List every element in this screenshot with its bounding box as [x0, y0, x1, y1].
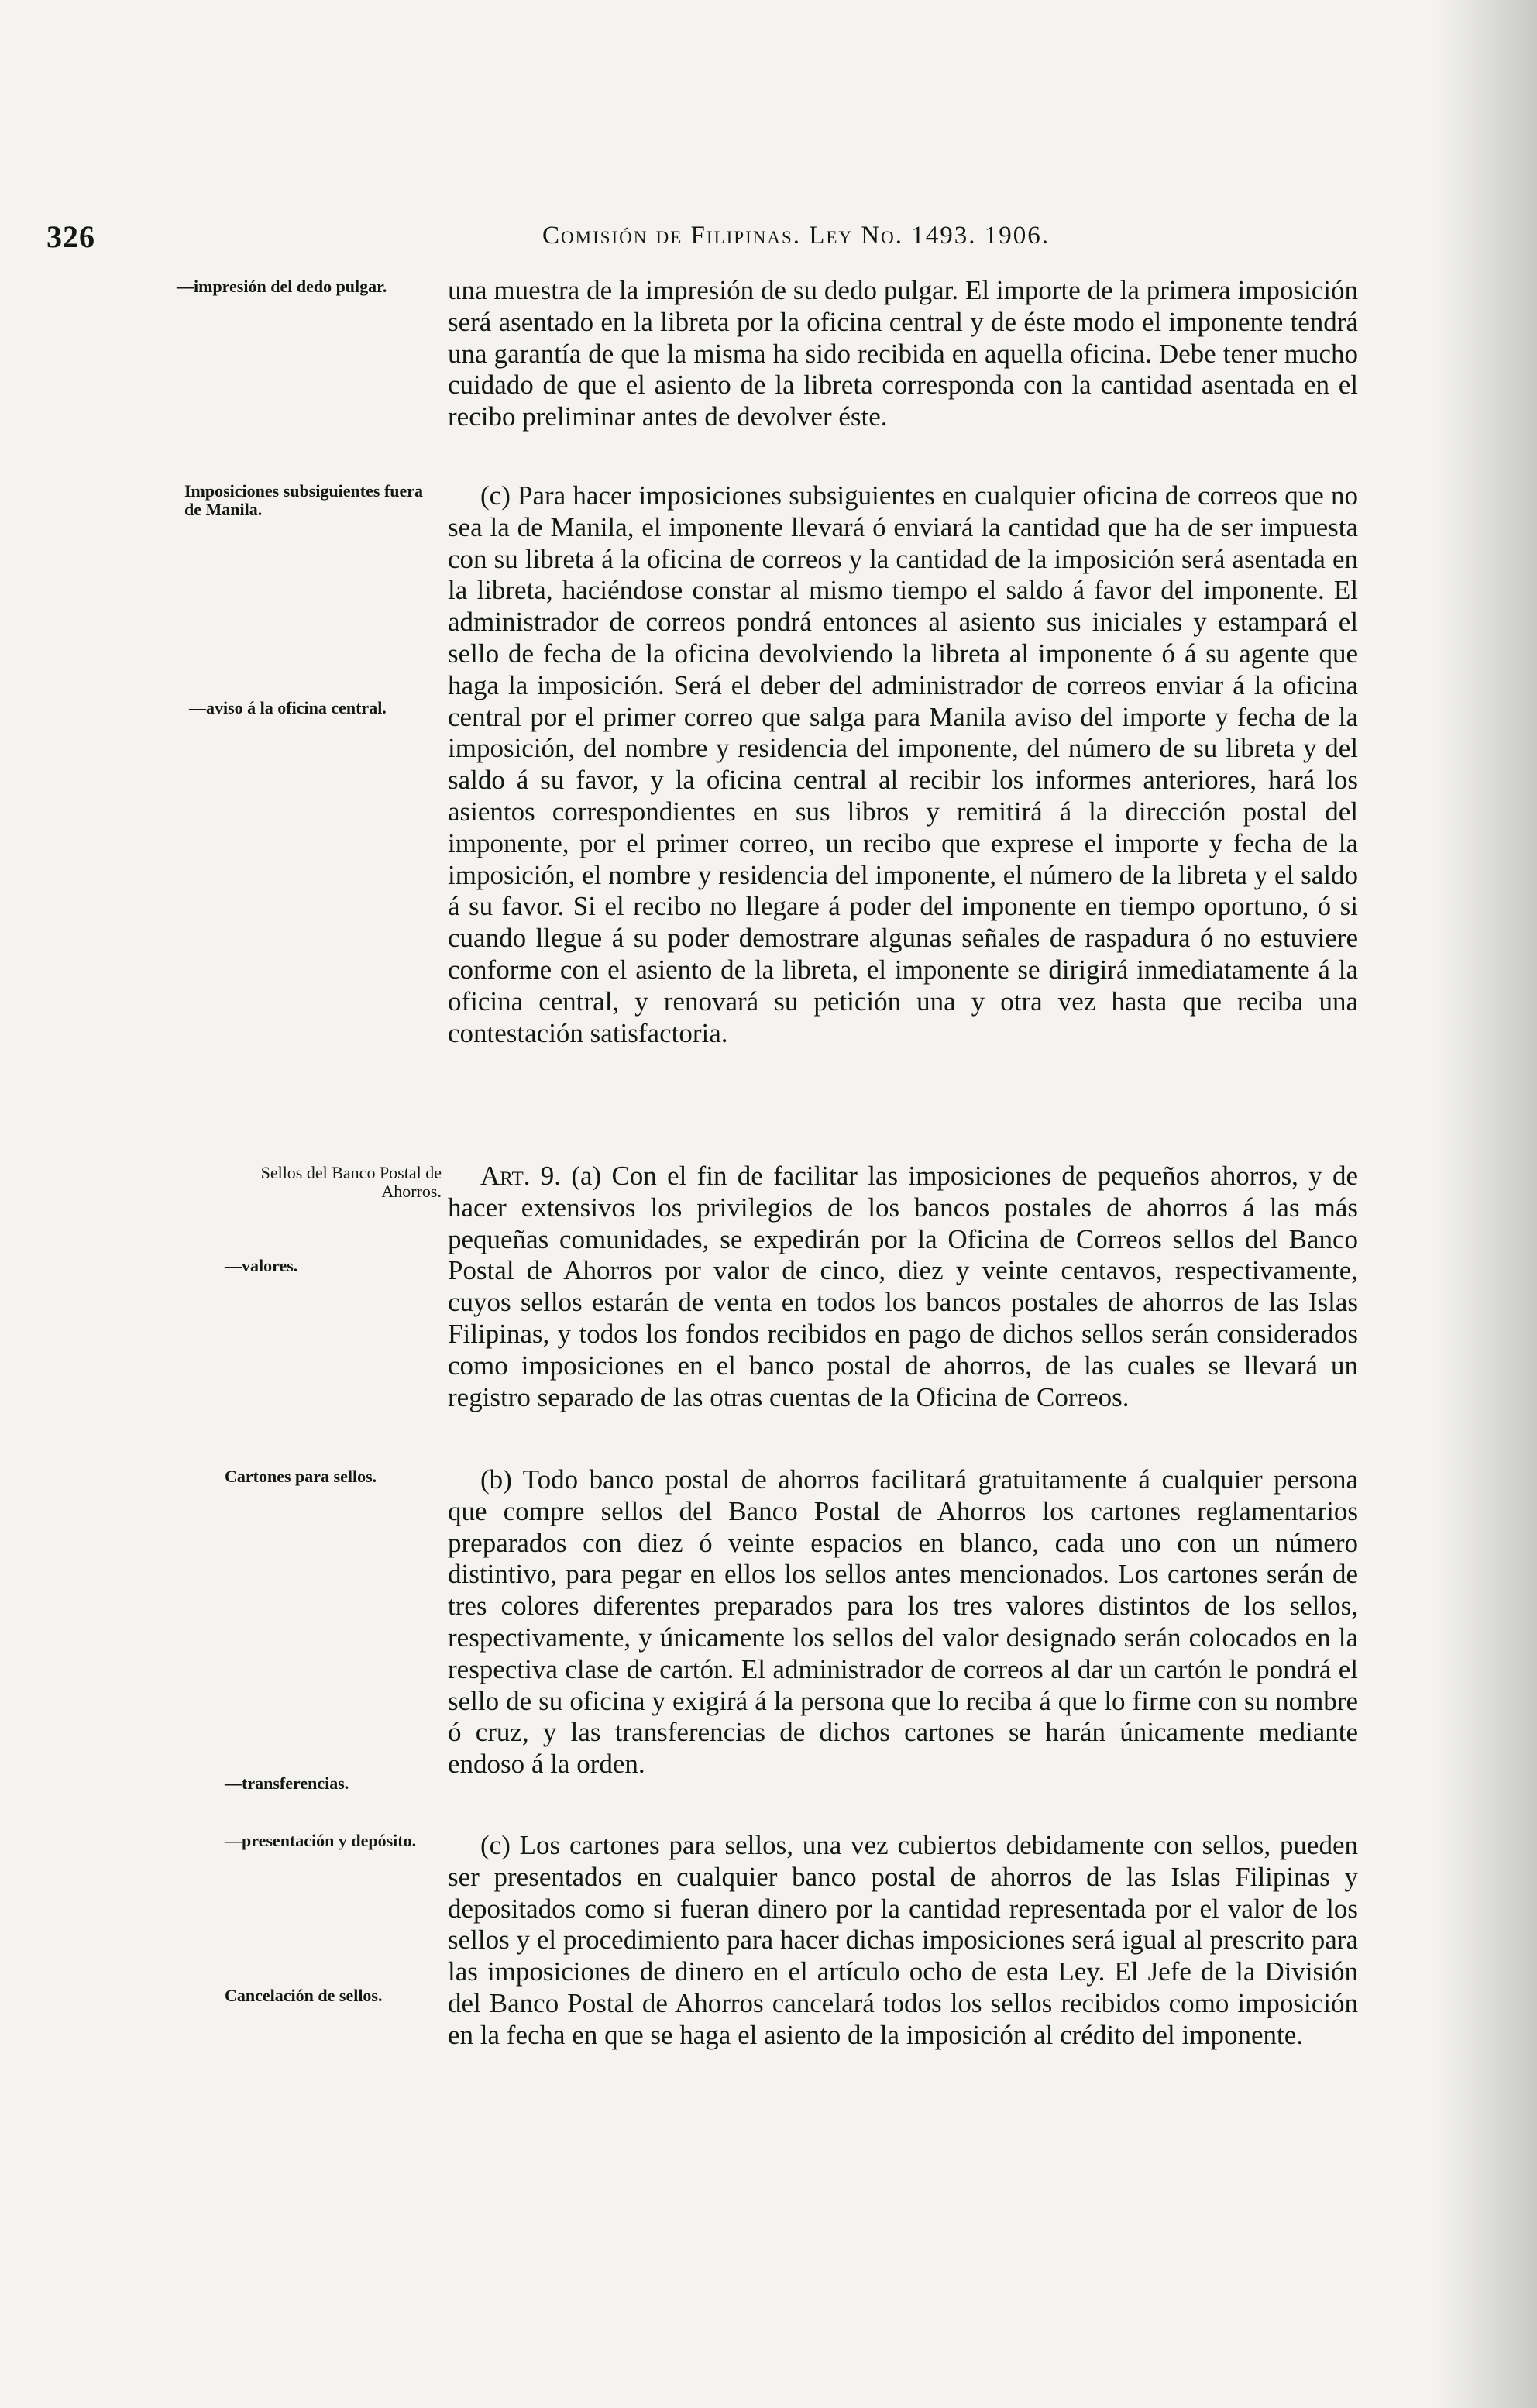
margin-note-sellos: Sellos del Banco Postal de Ahorros. — [260, 1163, 442, 1201]
paragraph-art-9-b — [448, 1464, 1358, 1780]
paragraph-art-9-c — [448, 1830, 1358, 2052]
page-header — [46, 218, 1255, 265]
paragraph-impresion — [448, 275, 1358, 433]
paragraph-text: (b) Todo banco postal de ahorros facilitará gratuitamente á cualquier persona que compre sellos del Banco Postal de Ahorros los cartones reglamentarios preparados con diez ó veinte espacios en blanco, cada uno con un número distintivo, para pegar en ellos los sellos antes mencionados. Los cartones serán de tres colores diferentes preparados para los tres valores distintos de los sellos, respectivamente, y únicamente los sellos del valor designado serán colocados en la respectiva clase de cartón. El administrador de correos al dar un cartón le pondrá el sello de su oficina y exigirá á la persona que lo reciba á que lo firme con su nombre ó cruz, y las transferencias de dichos cartones se harán únicamente mediante endoso á la orden. — [448, 1464, 1358, 1780]
page-number: 326 — [46, 219, 95, 254]
paragraph-text: (c) Para hacer imposiciones subsiguientes en cualquier oficina de correos que no sea la de Manila, el imponente llevará ó enviará la cantidad que ha de ser impuesta con su libreta á la oficina de correos y la cantidad de la imposición será asentada en la libreta, haciéndose constar al mismo tiempo el saldo á favor del imponente. El administrador de correos pondrá entonces al asiento sus iniciales y estampará el sello de fecha de la oficina devolviendo la libreta al imponente ó á su agente que haga la imposición. Será el deber del administrador de correos enviar á la oficina central por el primer correo que salga para Manila aviso del importe y fecha de la imposición, del nombre y residencia del imponente, del número de su libreta y del saldo á su favor, y la oficina central al recibir los informes anteriores, hará los asientos correspondientes en sus libros y remitirá á la dirección postal del imponente, por el primer correo, un recibo que exprese el importe y fecha de la imposición, el nombre y residencia del imponente, el número de la libreta y el saldo á su favor. Si el recibo no llegare á poder del imponente en tiempo oportuno, ó si cuando llegue á su poder demostrare algunas señales de raspadura ó no estuviere conforme con el asiento de la libreta, el imponente se dirigirá inmediatamente á la oficina central, y renovará su petición una y otra vez hasta que reciba una contestación satisfactoria. — [448, 480, 1358, 1048]
page-edge-shadow — [1436, 0, 1537, 2408]
paragraph-text: (c) Los cartones para sellos, una vez cubiertos debidamente con sellos, pueden ser presentados en cualquier banco postal de ahorros de las Islas Filipinas y depositados como si fueran dinero por la cantidad representada por el valor de los sellos y el procedimiento para hacer dichas imposiciones será igual al prescrito para las imposiciones de dinero en el artículo ocho de esta Ley. El Jefe de la División del Banco Postal de Ahorros cancelará todos los sellos recibidos como imposición en la fecha en que se haga el asiento de la imposición al crédito del imponente. — [448, 1830, 1358, 2050]
margin-note-cartones: Cartones para sellos. — [225, 1467, 377, 1486]
paragraph-imposiciones-subsiguientes — [448, 480, 1358, 1049]
margin-note-presentacion: —presentación y depósito. — [225, 1831, 417, 1850]
margin-note-transferencias: —transferencias. — [225, 1773, 349, 1793]
margin-note-impresion: —impresión del dedo pulgar. — [177, 277, 387, 296]
margin-note-valores: —valores. — [225, 1256, 298, 1275]
margin-note-imposiciones: Imposiciones subsiguientes fuera de Manila. — [184, 481, 424, 519]
margin-note-cancelacion: Cancelación de sellos. — [225, 1986, 383, 2005]
paragraph-art-9-a — [448, 1161, 1358, 1413]
paragraph-text: (a) Con el fin de facilitar las imposiciones de pequeños ahorros, y de hacer extensivos los privilegios de los bancos postales de ahorros á las más pequeñas comunidades, se expedirán por la Oficina de Correos sellos del Banco Postal de Ahorros por valor de cinco, diez y veinte centavos, respectivamente, cuyos sellos estarán de venta en todos los bancos postales de ahorros de las Islas Filipinas, y todos los fondos recibidos en pago de dichos sellos serán considerados como imposiciones en el banco postal de ahorros, de las cuales se llevará un registro separado de las otras cuentas de la Oficina de Correos. — [448, 1161, 1358, 1412]
margin-note-aviso: —aviso á la oficina central. — [189, 698, 387, 717]
paragraph-text: una muestra de la impresión de su dedo pulgar. El importe de la primera imposición será asentado en la libreta por la oficina central y de éste modo el imponente tendrá una garantía de que la misma ha sido recibida en aquella oficina. Debe tener mucho cuidado de que el asiento de la libreta corresponda con la cantidad asentada en el recibo preliminar antes de devolver éste. — [448, 275, 1358, 432]
running-title: Comisión de Filipinas. Ley No. 1493. 1906. — [542, 222, 1050, 249]
article-label: Art. 9. — [480, 1161, 562, 1191]
